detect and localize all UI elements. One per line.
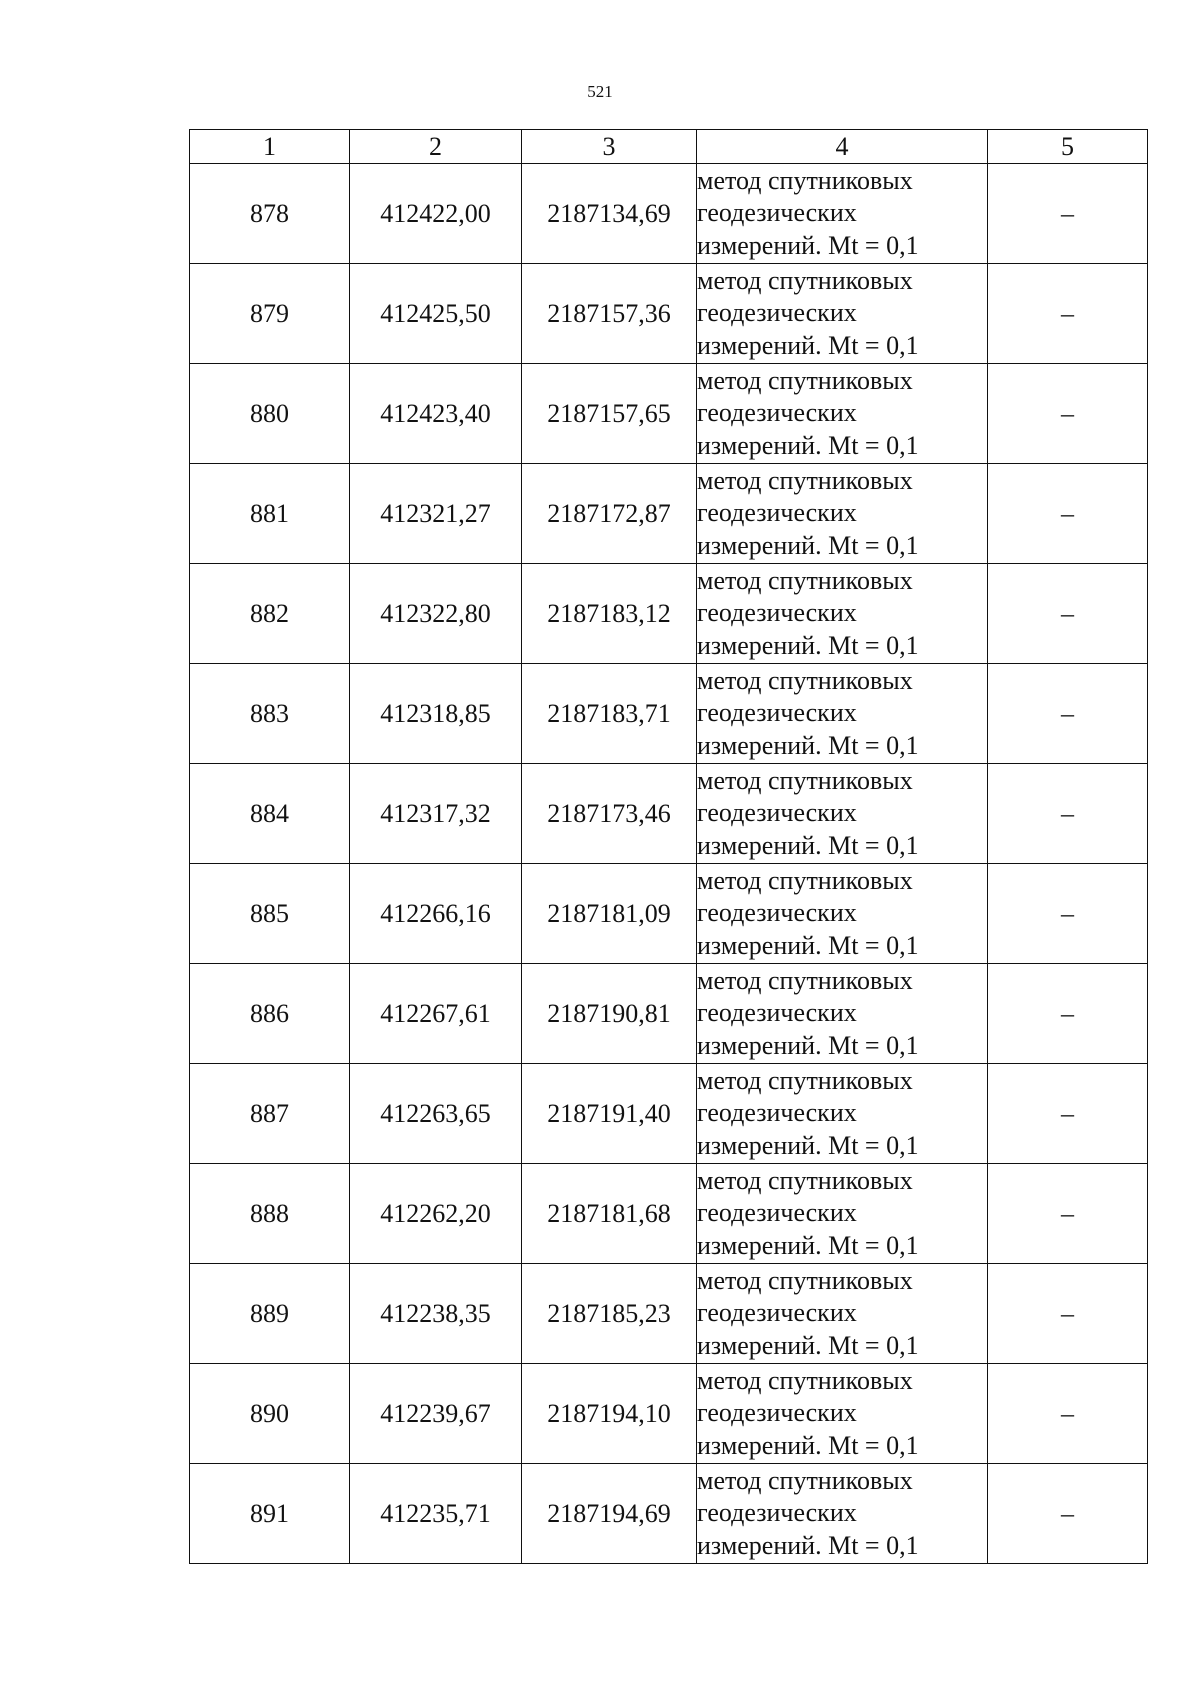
method-cell <box>697 1264 988 1364</box>
method-text-line: геодезических <box>697 1198 857 1228</box>
note-cell: – <box>988 164 1148 264</box>
table-row <box>190 664 1148 764</box>
method-text-line: метод спутниковых <box>697 1465 913 1495</box>
method-text-line: измерений. Mt = 0,1 <box>697 330 919 360</box>
point-number-cell: 883 <box>190 664 350 764</box>
x-coordinate-cell: 412423,40 <box>350 364 522 464</box>
method-cell <box>697 864 988 964</box>
y-coordinate-cell: 2187181,68 <box>522 1164 697 1264</box>
method-text-line: метод спутниковых <box>697 965 913 995</box>
method-text-line: метод спутниковых <box>697 865 913 895</box>
table-row <box>190 1464 1148 1564</box>
point-number-cell: 879 <box>190 264 350 364</box>
method-cell <box>697 164 988 264</box>
x-coordinate-cell: 412317,32 <box>350 764 522 864</box>
method-text-line: измерений. Mt = 0,1 <box>697 830 919 860</box>
point-number-cell: 886 <box>190 964 350 1064</box>
method-text-line: измерений. Mt = 0,1 <box>697 1230 919 1260</box>
table-row <box>190 864 1148 964</box>
method-cell <box>697 364 988 464</box>
method-text-line: геодезических <box>697 1098 857 1128</box>
note-cell: – <box>988 964 1148 1064</box>
note-cell: – <box>988 1264 1148 1364</box>
table-row <box>190 464 1148 564</box>
y-coordinate-cell: 2187191,40 <box>522 1064 697 1164</box>
method-cell <box>697 564 988 664</box>
method-cell <box>697 664 988 764</box>
point-number-cell: 891 <box>190 1464 350 1564</box>
table-header <box>190 130 1148 164</box>
method-text-line: метод спутниковых <box>697 765 913 795</box>
method-text-line: метод спутниковых <box>697 1365 913 1395</box>
point-number-cell: 889 <box>190 1264 350 1364</box>
table-row <box>190 1364 1148 1464</box>
method-text-line: метод спутниковых <box>697 265 913 295</box>
column-header-1: 1 <box>190 130 350 164</box>
table-row <box>190 1264 1148 1364</box>
x-coordinate-cell: 412235,71 <box>350 1464 522 1564</box>
x-coordinate-cell: 412318,85 <box>350 664 522 764</box>
y-coordinate-cell: 2187183,12 <box>522 564 697 664</box>
method-text-line: геодезических <box>697 1398 857 1428</box>
point-number-cell: 888 <box>190 1164 350 1264</box>
method-text-line: метод спутниковых <box>697 665 913 695</box>
column-header-3: 3 <box>522 130 697 164</box>
method-text-line: измерений. Mt = 0,1 <box>697 1330 919 1360</box>
method-text-line: метод спутниковых <box>697 565 913 595</box>
note-cell: – <box>988 1064 1148 1164</box>
table-row <box>190 564 1148 664</box>
y-coordinate-cell: 2187185,23 <box>522 1264 697 1364</box>
coordinates-table <box>189 129 1148 1564</box>
note-cell: – <box>988 664 1148 764</box>
x-coordinate-cell: 412322,80 <box>350 564 522 664</box>
x-coordinate-cell: 412239,67 <box>350 1364 522 1464</box>
y-coordinate-cell: 2187194,69 <box>522 1464 697 1564</box>
note-cell: – <box>988 264 1148 364</box>
table-row <box>190 164 1148 264</box>
point-number-cell: 880 <box>190 364 350 464</box>
method-text-line: метод спутниковых <box>697 465 913 495</box>
x-coordinate-cell: 412238,35 <box>350 1264 522 1364</box>
method-text-line: измерений. Mt = 0,1 <box>697 230 919 260</box>
table-body <box>190 164 1148 1564</box>
y-coordinate-cell: 2187157,65 <box>522 364 697 464</box>
method-text-line: геодезических <box>697 598 857 628</box>
method-text-line: геодезических <box>697 498 857 528</box>
note-cell: – <box>988 864 1148 964</box>
method-text-line: измерений. Mt = 0,1 <box>697 1430 919 1460</box>
table-row <box>190 264 1148 364</box>
method-text-line: геодезических <box>697 998 857 1028</box>
method-cell <box>697 1164 988 1264</box>
method-text-line: геодезических <box>697 298 857 328</box>
y-coordinate-cell: 2187157,36 <box>522 264 697 364</box>
header-row <box>190 130 1148 164</box>
method-text-line: метод спутниковых <box>697 165 913 195</box>
y-coordinate-cell: 2187173,46 <box>522 764 697 864</box>
method-text-line: геодезических <box>697 198 857 228</box>
table-row <box>190 964 1148 1064</box>
method-cell <box>697 264 988 364</box>
y-coordinate-cell: 2187194,10 <box>522 1364 697 1464</box>
method-cell <box>697 1364 988 1464</box>
method-text-line: геодезических <box>697 898 857 928</box>
method-cell <box>697 1064 988 1164</box>
method-text-line: измерений. Mt = 0,1 <box>697 1130 919 1160</box>
column-header-2: 2 <box>350 130 522 164</box>
table-row <box>190 1064 1148 1164</box>
x-coordinate-cell: 412267,61 <box>350 964 522 1064</box>
method-text-line: геодезических <box>697 1298 857 1328</box>
column-header-5: 5 <box>988 130 1148 164</box>
table-row <box>190 764 1148 864</box>
note-cell: – <box>988 1164 1148 1264</box>
method-text-line: измерений. Mt = 0,1 <box>697 1530 919 1560</box>
point-number-cell: 887 <box>190 1064 350 1164</box>
y-coordinate-cell: 2187190,81 <box>522 964 697 1064</box>
note-cell: – <box>988 564 1148 664</box>
method-text-line: метод спутниковых <box>697 1165 913 1195</box>
y-coordinate-cell: 2187172,87 <box>522 464 697 564</box>
x-coordinate-cell: 412266,16 <box>350 864 522 964</box>
x-coordinate-cell: 412263,65 <box>350 1064 522 1164</box>
x-coordinate-cell: 412422,00 <box>350 164 522 264</box>
note-cell: – <box>988 764 1148 864</box>
method-text-line: геодезических <box>697 398 857 428</box>
method-cell <box>697 1464 988 1564</box>
method-text-line: измерений. Mt = 0,1 <box>697 630 919 660</box>
point-number-cell: 890 <box>190 1364 350 1464</box>
method-text-line: геодезических <box>697 698 857 728</box>
note-cell: – <box>988 1364 1148 1464</box>
method-cell <box>697 964 988 1064</box>
y-coordinate-cell: 2187181,09 <box>522 864 697 964</box>
note-cell: – <box>988 1464 1148 1564</box>
point-number-cell: 882 <box>190 564 350 664</box>
method-text-line: измерений. Mt = 0,1 <box>697 430 919 460</box>
method-text-line: геодезических <box>697 1498 857 1528</box>
note-cell: – <box>988 464 1148 564</box>
point-number-cell: 878 <box>190 164 350 264</box>
table-row <box>190 1164 1148 1264</box>
method-cell <box>697 464 988 564</box>
point-number-cell: 881 <box>190 464 350 564</box>
note-cell: – <box>988 364 1148 464</box>
method-text-line: метод спутниковых <box>697 1065 913 1095</box>
y-coordinate-cell: 2187183,71 <box>522 664 697 764</box>
method-text-line: геодезических <box>697 798 857 828</box>
method-text-line: измерений. Mt = 0,1 <box>697 530 919 560</box>
table-row <box>190 364 1148 464</box>
method-text-line: измерений. Mt = 0,1 <box>697 1030 919 1060</box>
x-coordinate-cell: 412425,50 <box>350 264 522 364</box>
x-coordinate-cell: 412321,27 <box>350 464 522 564</box>
method-text-line: метод спутниковых <box>697 1265 913 1295</box>
point-number-cell: 885 <box>190 864 350 964</box>
method-text-line: измерений. Mt = 0,1 <box>697 930 919 960</box>
y-coordinate-cell: 2187134,69 <box>522 164 697 264</box>
column-header-4: 4 <box>697 130 988 164</box>
point-number-cell: 884 <box>190 764 350 864</box>
method-cell <box>697 764 988 864</box>
method-text-line: измерений. Mt = 0,1 <box>697 730 919 760</box>
x-coordinate-cell: 412262,20 <box>350 1164 522 1264</box>
page-number: 521 <box>587 82 613 101</box>
method-text-line: метод спутниковых <box>697 365 913 395</box>
